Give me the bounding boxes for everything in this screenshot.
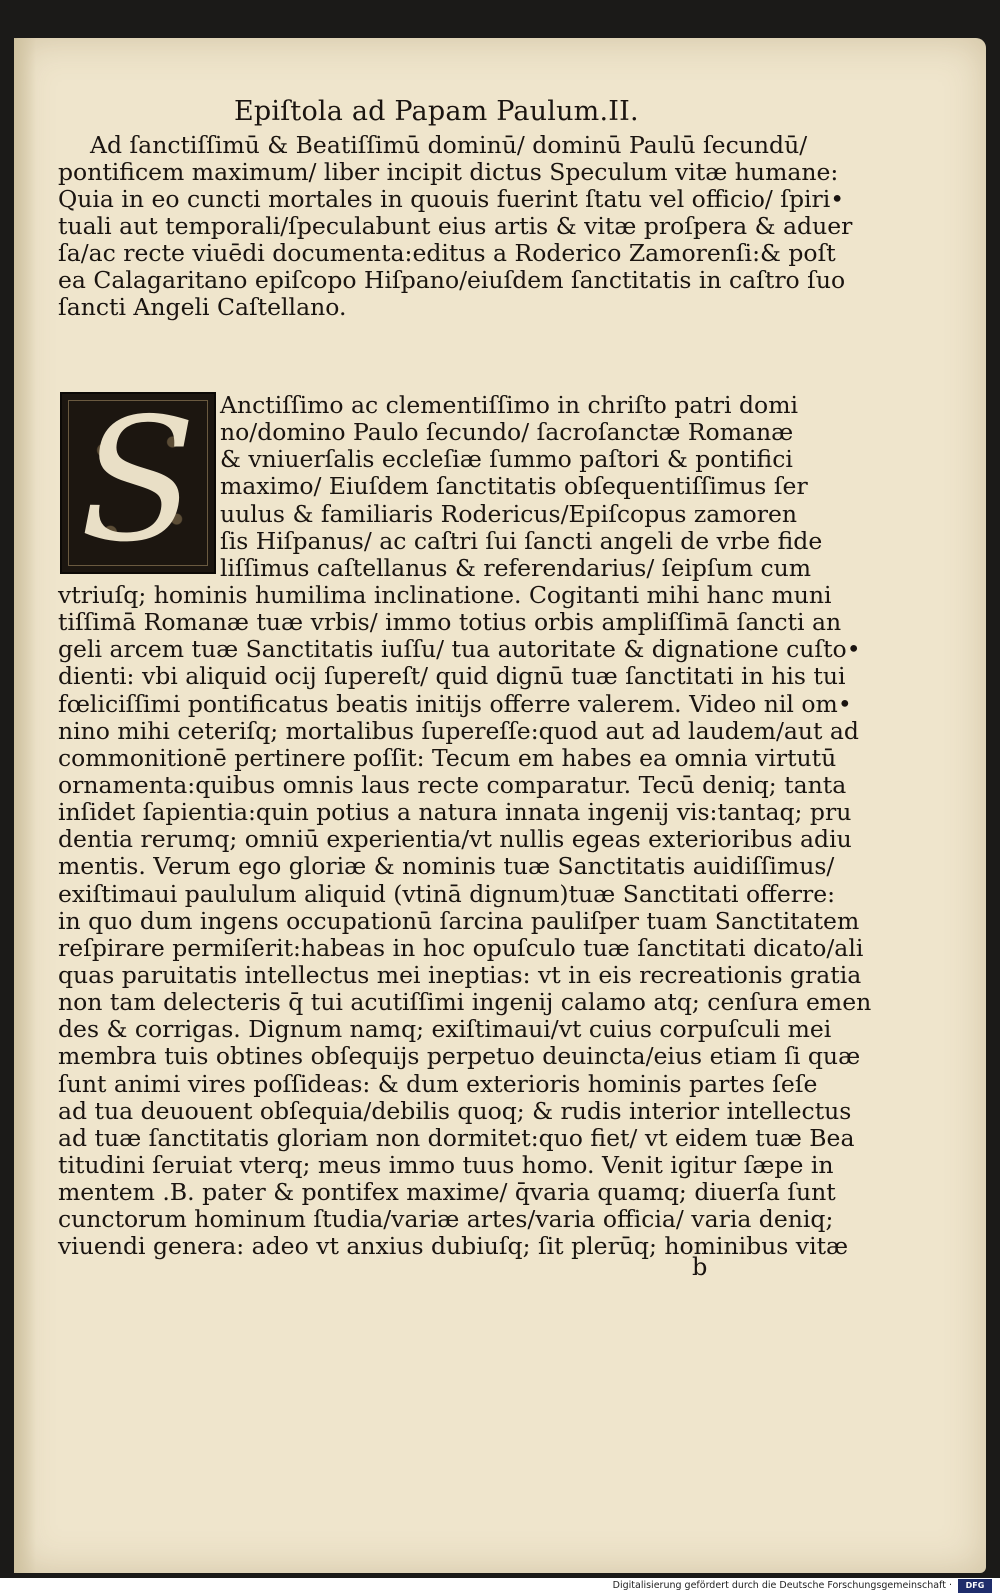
signature-mark: b [692, 1253, 708, 1281]
body-line: exiſtimaui paululum aliquid (vtinā dignum)tuæ Sanctitati offerre: [58, 879, 836, 908]
running-heading: Epiſtola ad Papam Paulum.II. [234, 96, 639, 127]
body-line: ad tua deuouent obſequia/debilis quoq; & rudis interior intellectus [58, 1096, 852, 1125]
letter-body [58, 391, 872, 1261]
initial-letter: S [79, 382, 197, 580]
body-line: non tam delecteris q̄ tui acutiſſimi ingenij calamo atq; cenſura emen [58, 988, 872, 1017]
intro-paragraph [58, 131, 853, 321]
body-line: dienti: vbi aliquid ocij ſupereſt/ quid dignū tuæ ſanctitati in his tui [58, 662, 846, 691]
body-line: maximo/ Eiuſdem ſanctitatis obſequentiſſimus ſer [220, 472, 808, 501]
intro-line: ſancti Angeli Caſtellano. [58, 293, 347, 321]
body-line: des & corrigas. Dignum namq; exiſtimaui/vt cuius corpuſculi mei [58, 1015, 832, 1044]
body-line: ornamenta:quibus omnis laus recte comparatur. Tecū deniq; tanta [58, 770, 847, 799]
body-line: inſidet ſapientia:quin potius a natura innata ingenij vis:tantaq; pru [58, 798, 852, 827]
body-line: commonitionē pertinere poſſit: Tecum em habes ea omnia virtutū [58, 743, 837, 772]
intro-line: ſa/ac recte viuēdi documenta:editus a Roderico Zamorenſi:& poſt [58, 239, 836, 267]
body-line: in quo dum ingens occupationū ſarcina pauliſper tuam Sanctitatem [58, 906, 860, 935]
intro-line: pontificem maximum/ liber incipit dictus Speculum vitæ humane: [58, 158, 839, 186]
funding-note: Digitalisierung gefördert durch die Deutsche Forschungsgemeinschaft · [612, 1580, 952, 1591]
body-line: ſunt animi vires poſſideas: & dum exterioris hominis partes ſeſe [58, 1069, 818, 1098]
dfg-logo-icon: DFG [958, 1579, 992, 1593]
body-line: liſſimus caſtellanus & referendarius/ ſeipſum cum [220, 553, 812, 582]
body-line: Anctiſſimo ac clementiſſimo in chriſto patri domi [220, 391, 798, 419]
body-line: uulus & familiaris Rodericus/Epiſcopus zamoren [220, 499, 798, 528]
body-line: quas paruitatis intellectus mei ineptias: vt in eis recreationis gratia [58, 960, 862, 989]
body-line: vtriuſq; hominis humilima inclinatione. Cogitanti mihi hanc muni [58, 580, 832, 609]
page-gutter-shadow [14, 38, 36, 1573]
body-line: dentia rerumq; omniū experientia/vt nullis egeas exterioribus adiu [58, 825, 852, 854]
body-line: tiſſimā Romanæ tuæ vrbis/ immo totius orbis ampliſſimā ſancti an [58, 608, 842, 637]
body-line: membra tuis obtines obſequijs perpetuo deuincta/eius etiam ſi quæ [58, 1042, 861, 1071]
intro-line: Quia in eo cuncti mortales in quouis fuerint ſtatu vel officio/ ſpiri• [58, 185, 845, 213]
intro-line: tuali aut temporali/ſpeculabunt eius artis & vitæ proſpera & aduer [58, 212, 853, 240]
body-line: geli arcem tuæ Sanctitatis iuſſu/ tua autoritate & dignatione cuſto• [58, 635, 861, 664]
body-line: titudini ſeruiat vterq; meus immo tuus homo. Venit igitur ſæpe in [58, 1150, 834, 1179]
body-line: cunctorum hominum ſtudia/variæ artes/varia officia/ varia deniq; [58, 1205, 834, 1234]
body-line: no/domino Paulo ſecundo/ ſacroſanctæ Romanæ [220, 418, 794, 447]
body-line: ſis Hiſpanus/ ac caſtri ſui ſancti angeli de vrbe fide [220, 526, 823, 555]
body-line: ad tuæ ſanctitatis gloriam non dormitet:quo fiet/ vt eidem tuæ Bea [58, 1123, 855, 1152]
intro-line: ea Calagaritano epiſcopo Hiſpano/eiuſdem ſanctitatis in caſtro ſuo [58, 266, 846, 294]
body-line: & vniuerſalis eccleſiæ ſummo paſtori & pontifici [220, 445, 793, 474]
intro-line: Ad ſanctiſſimū & Beatiſſimū dominū/ dominū Paulū ſecundū/ [90, 131, 808, 159]
body-line: reſpirare permiſerit:habeas in hoc opuſculo tuæ ſanctitati dicato/ali [58, 933, 864, 962]
body-line: viuendi genera: adeo vt anxius dubiuſq; ſit plerūq; hominibus vitæ [58, 1232, 849, 1261]
body-line: nino mihi ceteriſq; mortalibus ſupereſſe:quod aut ad laudem/aut ad [58, 716, 859, 745]
body-line: mentem .B. pater & pontifex maxime/ q̄varia quamq; diuerſa ſunt [58, 1178, 836, 1207]
body-line: fœliciſſimi pontificatus beatis initijs offerre valerem. Video nil om• [58, 689, 852, 718]
body-line: mentis. Verum ego gloriæ & nominis tuæ Sanctitatis auidiſſimus/ [58, 852, 835, 881]
